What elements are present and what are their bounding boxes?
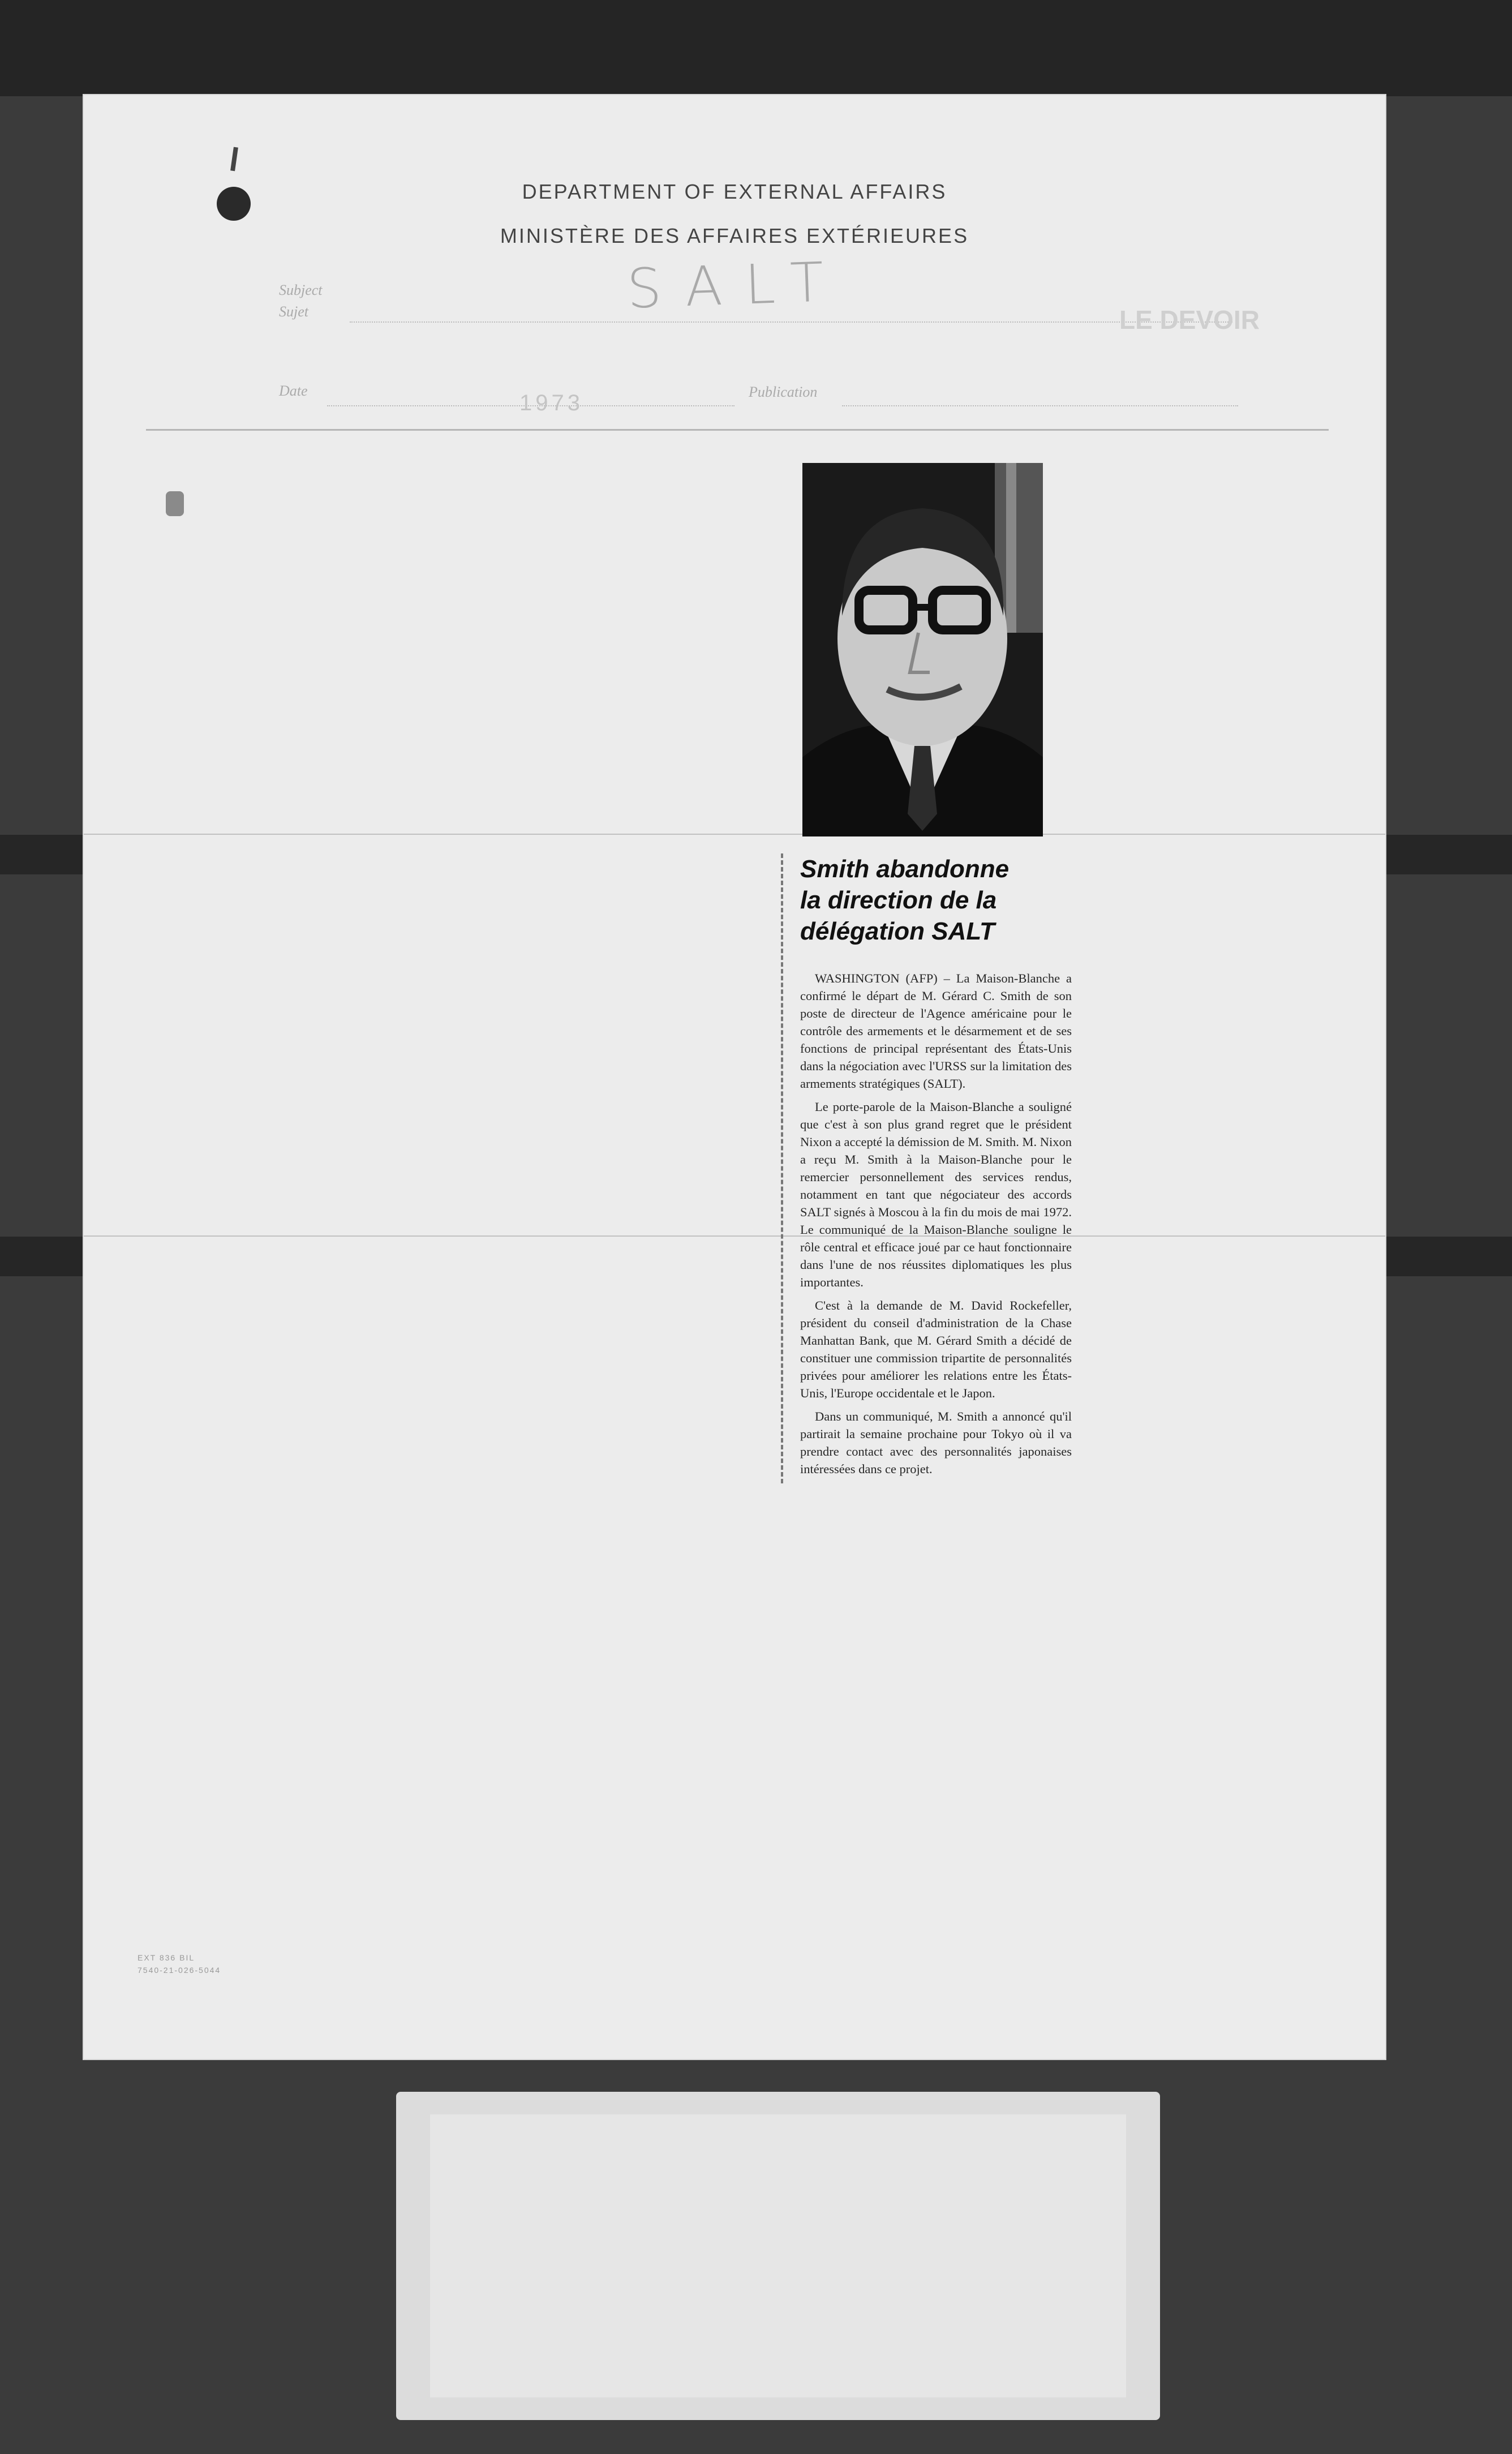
form-code-line: EXT 836 BIL (138, 1953, 195, 1962)
date-label: Date (279, 383, 308, 399)
publication-stamp: LE DEVOIR (1119, 305, 1260, 334)
article-paragraph: Dans un communiqué, M. Smith a annoncé qu'il partirait la semaine prochaine pour Tokyo où il va prendre contact avec des personnalités japonaises intéressées dans ce projet. (800, 1409, 1072, 1476)
scan-border-top (0, 0, 1512, 96)
article-body (800, 969, 1072, 1478)
article-headline (800, 853, 1072, 947)
next-card-surface (430, 2114, 1126, 2397)
date-value: 1973 (519, 391, 583, 415)
portrait-illustration (802, 463, 1043, 836)
sujet-label: Sujet (279, 303, 308, 320)
headline-line: Smith abandonne (800, 855, 1010, 883)
headline-line: la direction de la (800, 886, 997, 914)
subject-value: SALT (626, 250, 848, 321)
article-paragraph: WASHINGTON (AFP) – La Maison-Blanche a confirmé le départ de M. Gérard C. Smith de son poste de directeur de l'Agence américaine pour le contrôle des armements et le désarmement et de ses fonctions de principal représentant des États-Unis dans la négociation avec l'URSS sur la limitation des armements stratégiques (SALT). (800, 971, 1072, 1091)
headline-line: délégation SALT (800, 917, 995, 945)
subject-label: Subject (279, 282, 323, 298)
portrait-photo (802, 463, 1043, 836)
article-paragraph: C'est à la demande de M. David Rockefeller, président du conseil d'administration de la Chase Manhattan Bank, que M. Gérard Smith a décidé de constituer une commission tripartite de personnalités privées pour améliorer les relations entre les États-Unis, l'Europe occidentale et le Japon. (800, 1298, 1072, 1400)
form-code (138, 1951, 221, 1976)
document-page (84, 95, 1385, 2059)
fold-line (84, 834, 1385, 835)
letterhead-en: DEPARTMENT OF EXTERNAL AFFAIRS (522, 180, 947, 203)
next-card-edge (396, 2092, 1160, 2420)
publication-line (842, 405, 1238, 406)
header-rule (146, 429, 1329, 431)
form-code-line: 7540-21-026-5044 (138, 1966, 221, 1975)
clip-mark (166, 491, 184, 516)
fold-line (84, 1235, 1385, 1237)
newspaper-clipping (781, 853, 1072, 1483)
publication-label: Publication (749, 384, 818, 400)
subject-line (350, 321, 1232, 323)
punch-mark (230, 147, 238, 171)
article-paragraph: Le porte-parole de la Maison-Blanche a souligné que c'est à son plus grand regret que le président Nixon a accepté la démission de M. Smith. M. Nixon a reçu M. Smith à la Maison-Blanche pour le remercier personnellement des services rendus, notamment en tant que négociateur des accords SALT signés à Moscou à la fin du mois de mai 1972. Le communiqué de la Maison-Blanche souligne le rôle central et efficace joué par ce haut fonctionnaire dans l'une de nos réussites diplomatiques les plus importantes. (800, 1100, 1072, 1289)
letterhead-fr: MINISTÈRE DES AFFAIRES EXTÉRIEURES (500, 224, 969, 247)
